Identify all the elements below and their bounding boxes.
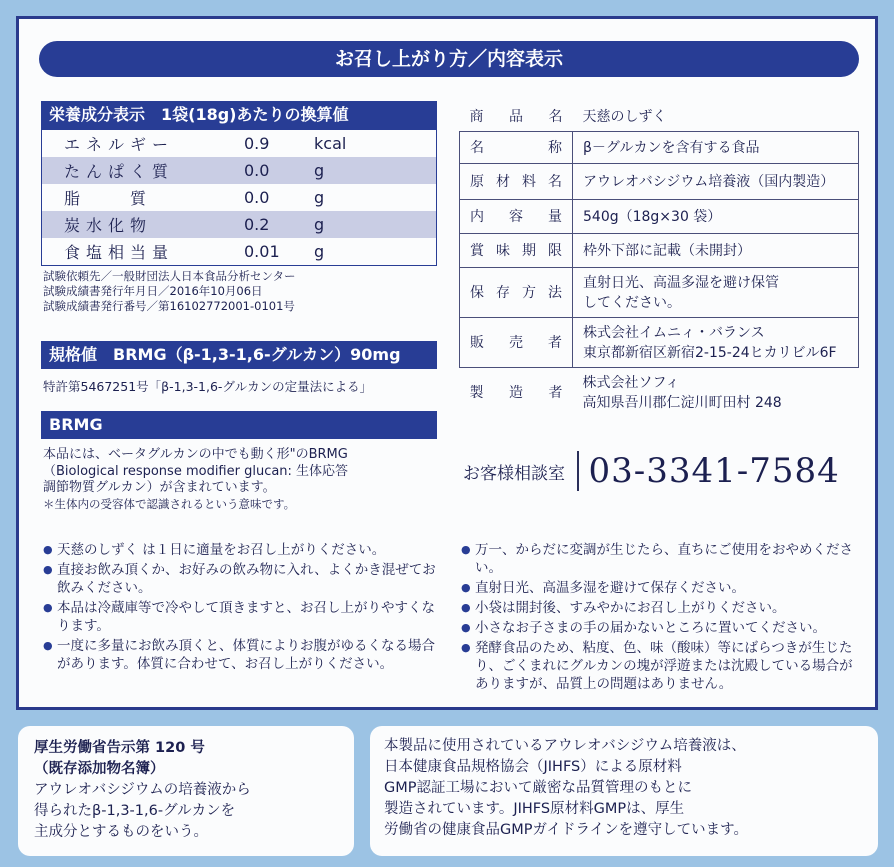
list-item: ● 小さなお子さまの手の届かないところに置いてください。 xyxy=(461,619,861,637)
info-panel xyxy=(16,16,878,710)
product-key: 販売者 xyxy=(460,317,573,367)
list-item: ● 発酵食品のため、粘度、色、味（酸味）等にばらつきが生じたり、ごくまれにグルカンの塊が浮遊または沈殿している場合がありますが、品質上の問題はありません。 xyxy=(461,639,861,693)
list-item: ● 小袋は開封後、すみやかにお召し上がりください。 xyxy=(461,599,861,617)
test-info xyxy=(43,269,296,314)
product-key: 名称 xyxy=(460,131,573,163)
nutrient-value: 0.0 xyxy=(244,188,270,207)
brmg-line: （Biological response modifier glucan: 生体応答 xyxy=(43,463,349,479)
regulation-box xyxy=(18,726,354,856)
regulation-line: 得られたβ-1,3-1,6-グルカンを xyxy=(34,803,236,819)
product-value-line: 高知県吾川郡仁淀川町田村 248 xyxy=(582,395,782,412)
contact-label: お客様相談室 xyxy=(463,463,565,484)
product-value xyxy=(573,267,859,317)
gmp-line: 本製品に使用されているアウレオバシジウム培養液は、 xyxy=(384,738,746,754)
product-value-line: 株式会社ソフィ xyxy=(582,375,680,392)
list-item: ● 直接お飲み頂くか、お好みの飲み物に入れ、よくかき混ぜてお飲みください。 xyxy=(43,561,441,597)
nutrient-name: 脂 質 xyxy=(64,189,153,208)
nutrition-row xyxy=(42,238,436,265)
product-row xyxy=(460,163,859,199)
customer-contact xyxy=(463,451,840,491)
regulation-line: アウレオバシジウムの培養液から xyxy=(34,782,251,798)
product-key: 原材料名 xyxy=(460,163,573,199)
gmp-line: 労働省の健康食品GMPガイドラインを遵守しています。 xyxy=(384,822,748,838)
gmp-box xyxy=(370,726,878,856)
usage-notes-right xyxy=(461,541,861,695)
nutrition-row xyxy=(42,184,436,211)
nutrient-unit: g xyxy=(314,215,325,234)
product-value-line: 株式会社イムニィ・バランス xyxy=(583,325,765,341)
test-lab: 試験依頼先／一般財団法人日本食品分析センター xyxy=(43,269,296,283)
product-key: 保存方法 xyxy=(460,267,573,317)
nutrition-header: 栄養成分表示 1袋(18g)あたりの換算値 xyxy=(41,101,437,129)
nutrient-value: 0.2 xyxy=(244,215,270,234)
list-item: ● 万一、からだに変調が生じたら、直ちにご使用をおやめください。 xyxy=(461,541,861,577)
nutrition-row xyxy=(42,157,436,184)
list-item: ● 本品は冷蔵庫等で冷やして頂きますと、お召し上がりやすくなります。 xyxy=(43,599,441,635)
nutrient-unit: kcal xyxy=(314,134,347,153)
gmp-line: 製造されています。JIHFS原材料GMPは、厚生 xyxy=(384,801,685,817)
nutrition-row xyxy=(42,211,436,238)
product-row xyxy=(460,267,859,317)
gmp-line: GMP認証工場において厳密な品質管理のもとに xyxy=(384,780,692,796)
regulation-title: 厚生労働省告示第 120 号 xyxy=(34,740,205,756)
regulation-line: 主成分とするものをいう。 xyxy=(34,824,208,840)
product-row xyxy=(460,101,859,131)
product-value-line: 東京都新宿区新宿2-15-24ヒカリビル6F xyxy=(583,345,837,361)
nutrient-name: たんぱく質 xyxy=(64,162,175,181)
product-row xyxy=(460,131,859,163)
product-row xyxy=(460,367,859,417)
product-value xyxy=(573,317,859,367)
usage-notes-left xyxy=(43,541,441,675)
nutrient-name: 食塩相当量 xyxy=(64,243,175,262)
patent-text: 特許第5467251号「β-1,3-1,6-グルカンの定量法による」 xyxy=(43,379,373,394)
brmg-header: BRMG xyxy=(41,411,437,439)
nutrition-row xyxy=(42,130,436,157)
regulation-subtitle: （既存添加物名簿） xyxy=(34,761,165,777)
list-item: ● 天慈のしずく は１日に適量をお召し上がりください。 xyxy=(43,541,441,559)
standard-header: 規格値 BRMG（β-1,3-1,6-グルカン）90mg xyxy=(41,341,437,369)
gmp-line: 日本健康食品規格協会（JIHFS）による原材料 xyxy=(384,759,682,775)
product-value: 天慈のしずく xyxy=(573,101,859,131)
product-info-table xyxy=(459,101,859,417)
product-value: アウレオバシジウム培養液（国内製造） xyxy=(573,163,859,199)
nutrient-unit: g xyxy=(314,161,325,180)
product-key: 賞味期限 xyxy=(460,233,573,267)
nutrition-table xyxy=(41,129,437,266)
product-value: β－グルカンを含有する食品 xyxy=(573,131,859,163)
product-value: 枠外下部に記載（未開封） xyxy=(573,233,859,267)
brmg-description xyxy=(43,447,348,512)
product-key: 商品名 xyxy=(460,101,573,131)
product-row xyxy=(460,199,859,233)
product-row xyxy=(460,233,859,267)
product-value-line: 直射日光、高温多湿を避け保管 xyxy=(583,275,779,291)
nutrient-name: 炭水化物 xyxy=(64,216,153,235)
page-title: お召し上がり方／内容表示 xyxy=(39,41,859,77)
product-row xyxy=(460,317,859,367)
divider xyxy=(577,451,579,491)
product-value: 540g（18g×30 袋） xyxy=(573,199,859,233)
brmg-line: 本品には、ベータグルカンの中でも動く形"のBRMG xyxy=(43,447,348,462)
nutrient-value: 0.0 xyxy=(244,161,270,180)
product-value-line: してください。 xyxy=(583,295,681,311)
nutrient-unit: g xyxy=(314,242,325,261)
nutrient-value: 0.01 xyxy=(244,242,280,261)
product-key: 内容量 xyxy=(460,199,573,233)
product-key: 製造者 xyxy=(469,385,563,402)
product-value xyxy=(573,367,859,417)
list-item: ● 一度に多量にお飲み頂くと、体質によりお腹がゆるくなる場合があります。体質に合わせて、お召し上がりください。 xyxy=(43,637,441,673)
phone-number[interactable]: 03-3341-7584 xyxy=(588,451,840,491)
brmg-line: 調節物質グルカン）が含まれています。 xyxy=(43,480,276,495)
nutrient-unit: g xyxy=(314,188,325,207)
test-number: 試験成績書発行番号／第16102772001-0101号 xyxy=(43,299,295,313)
list-item: ● 直射日光、高温多湿を避けて保存ください。 xyxy=(461,579,861,597)
test-date: 試験成績書発行年月日／2016年10月06日 xyxy=(43,284,263,298)
nutrient-value: 0.9 xyxy=(244,134,270,153)
brmg-footnote: ＊生体内の受容体で認識されるという意味です。 xyxy=(43,496,296,511)
nutrient-name: エネルギー xyxy=(64,135,175,154)
